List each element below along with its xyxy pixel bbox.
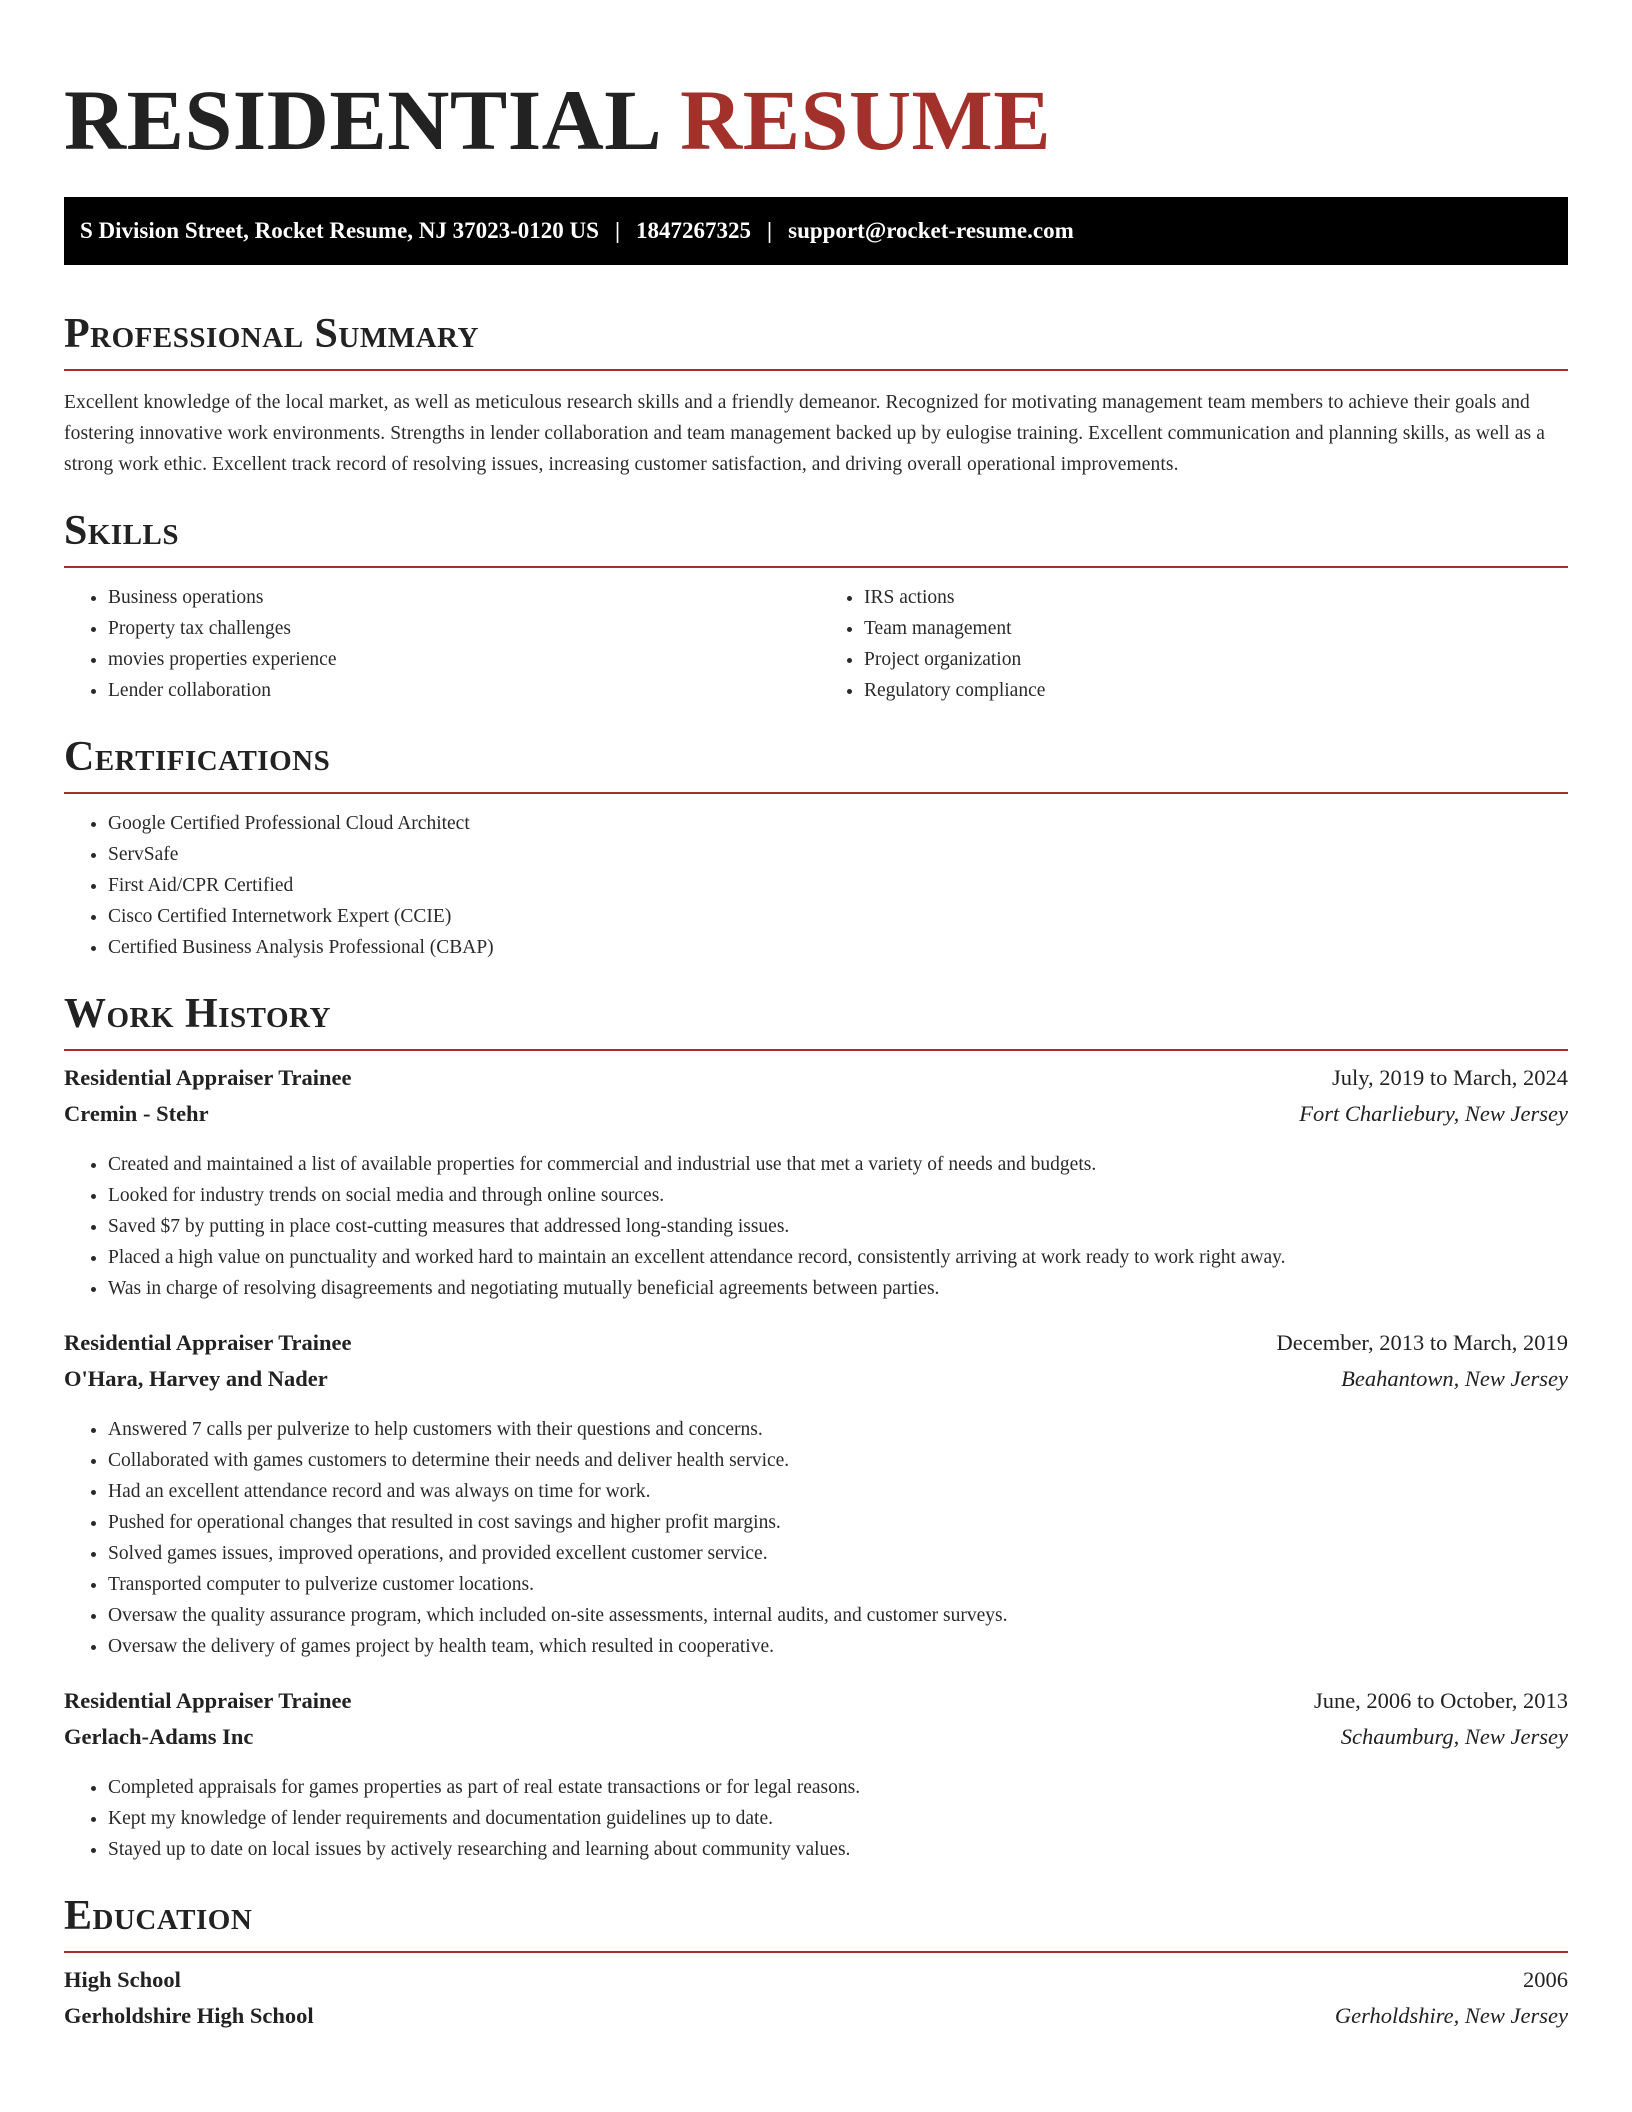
skills-section — [64, 510, 1568, 706]
certifications-section — [64, 736, 1568, 963]
job-bullet: • Pushed for operational changes that resulted in cost savings and higher profit margins. — [108, 1507, 1568, 1538]
education-location: Gerholdshire, New Jersey — [1334, 2003, 1568, 2028]
job-dates: December, 2013 to March, 2019 — [1276, 1330, 1568, 1355]
education-school: Gerholdshire High School — [64, 2003, 314, 2028]
job-title: Residential Appraiser Trainee — [64, 1330, 352, 1355]
section-divider — [64, 1951, 1568, 1953]
skill-item: • Project organization — [864, 644, 1568, 675]
education-year: 2006 — [1523, 1967, 1568, 1992]
job-bullet: • Answered 7 calls per pulverize to help customers with their questions and concerns. — [108, 1414, 1568, 1445]
name-first: RESIDENTIAL — [64, 72, 663, 168]
certification-item: • Certified Business Analysis Professional (CBAP) — [108, 932, 1568, 963]
skill-item: • IRS actions — [864, 582, 1568, 613]
job-location: Schaumburg, New Jersey — [1340, 1724, 1568, 1749]
job-bullet: • Kept my knowledge of lender requirements and documentation guidelines up to date. — [108, 1803, 1568, 1834]
job-entry — [64, 1330, 1568, 1662]
job-company: Gerlach-Adams Inc — [64, 1724, 254, 1749]
job-bullet: • Was in charge of resolving disagreements and negotiating mutually beneficial agreements between parties. — [108, 1273, 1568, 1304]
job-header-row — [64, 1688, 1568, 1724]
section-divider — [64, 369, 1568, 371]
section-title-summary: Professional Summary — [64, 311, 479, 357]
job-company-row — [64, 1101, 1568, 1137]
skill-item: • movies properties experience — [108, 644, 812, 675]
section-divider — [64, 1049, 1568, 1051]
name-last: RESUME — [680, 72, 1052, 168]
job-bullet: • Placed a high value on punctuality and worked hard to maintain an excellent attendance record, consistently arriving at work ready to work right away. — [108, 1242, 1568, 1273]
job-location: Fort Charliebury, New Jersey — [1299, 1101, 1568, 1126]
job-bullet: • Looked for industry trends on social media and through online sources. — [108, 1180, 1568, 1211]
section-title-education: Education — [64, 1893, 253, 1939]
job-company-row — [64, 1366, 1568, 1402]
job-bullet: • Solved games issues, improved operations, and provided excellent customer service. — [108, 1538, 1568, 1569]
summary-section — [64, 313, 1568, 480]
job-bullet: • Collaborated with games customers to determine their needs and deliver health service. — [108, 1445, 1568, 1476]
section-title-skills: Skills — [64, 508, 180, 554]
job-bullet: • Oversaw the delivery of games project by health team, which resulted in cooperative. — [108, 1631, 1568, 1662]
skill-item: • Business operations — [108, 582, 812, 613]
skill-item: • Lender collaboration — [108, 675, 812, 706]
job-dates: June, 2006 to October, 2013 — [1313, 1688, 1568, 1713]
certification-item: • ServSafe — [108, 839, 1568, 870]
job-location: Beahantown, New Jersey — [1341, 1366, 1568, 1391]
skills-columns — [64, 568, 1568, 706]
summary-text: Excellent knowledge of the local market, as well as meticulous research skills and a friendly demeanor. Recognized for motivating management team members to achieve their goals and fostering innovative work environments. Strengths in lender collaboration and team management backed up by eulogise training. Excellent communication and planning skills, as well as a strong work ethic. Excellent track record of resolving issues, increasing customer satisfaction, and driving overall operational improvements. — [64, 392, 1545, 475]
job-title: Residential Appraiser Trainee — [64, 1688, 352, 1713]
job-company: O'Hara, Harvey and Nader — [64, 1366, 328, 1391]
job-company: Cremin - Stehr — [64, 1101, 209, 1126]
education-header-row — [64, 1967, 1568, 2003]
contact-separator: | — [614, 218, 621, 243]
skills-list-left — [64, 582, 812, 706]
contact-bar — [64, 197, 1568, 265]
job-dates: July, 2019 to March, 2024 — [1331, 1065, 1568, 1090]
contact-separator: | — [767, 218, 773, 243]
certification-item: • Cisco Certified Internetwork Expert (CCIE) — [108, 901, 1568, 932]
certification-item: • First Aid/CPR Certified — [108, 870, 1568, 901]
job-bullet: • Had an excellent attendance record and was always on time for work. — [108, 1476, 1568, 1507]
contact-address: S Division Street, Rocket Resume, NJ 37023-0120 US — [80, 218, 599, 243]
job-bullets — [64, 1772, 1568, 1865]
education-section — [64, 1895, 1568, 2039]
job-entry — [64, 1065, 1568, 1304]
work-history-section — [64, 993, 1568, 1865]
skill-item: • Property tax challenges — [108, 613, 812, 644]
job-bullet: • Oversaw the quality assurance program, which included on-site assessments, internal audits, and customer surveys. — [108, 1600, 1568, 1631]
certification-item: • Google Certified Professional Cloud Architect — [108, 808, 1568, 839]
job-bullet: • Created and maintained a list of available properties for commercial and industrial use that met a variety of needs and budgets. — [108, 1149, 1568, 1180]
education-degree: High School — [64, 1967, 181, 1992]
section-divider — [64, 792, 1568, 794]
education-school-row — [64, 2003, 1568, 2039]
job-bullets — [64, 1149, 1568, 1304]
section-title-work-history: Work History — [64, 991, 331, 1037]
job-bullet: • Stayed up to date on local issues by actively researching and learning about community values. — [108, 1834, 1568, 1865]
certifications-list — [64, 808, 1568, 963]
job-entry — [64, 1688, 1568, 1865]
job-company-row — [64, 1724, 1568, 1760]
job-bullet: • Transported computer to pulverize customer locations. — [108, 1569, 1568, 1600]
job-header-row — [64, 1330, 1568, 1366]
section-title-certifications: Certifications — [64, 734, 331, 780]
contact-email: support@rocket-resume.com — [788, 218, 1074, 243]
skill-item: • Team management — [864, 613, 1568, 644]
job-title: Residential Appraiser Trainee — [64, 1065, 352, 1090]
education-entry — [64, 1967, 1568, 2039]
contact-phone: 1847267325 — [636, 218, 752, 243]
skills-list-right — [812, 582, 1568, 706]
job-bullet: • Saved $7 by putting in place cost-cutting measures that addressed long-standing issues. — [108, 1211, 1568, 1242]
job-header-row — [64, 1065, 1568, 1101]
job-bullet: • Completed appraisals for games properties as part of real estate transactions or for legal reasons. — [108, 1772, 1568, 1803]
job-bullets — [64, 1414, 1568, 1662]
skill-item: • Regulatory compliance — [864, 675, 1568, 706]
resume-name — [64, 55, 1568, 168]
